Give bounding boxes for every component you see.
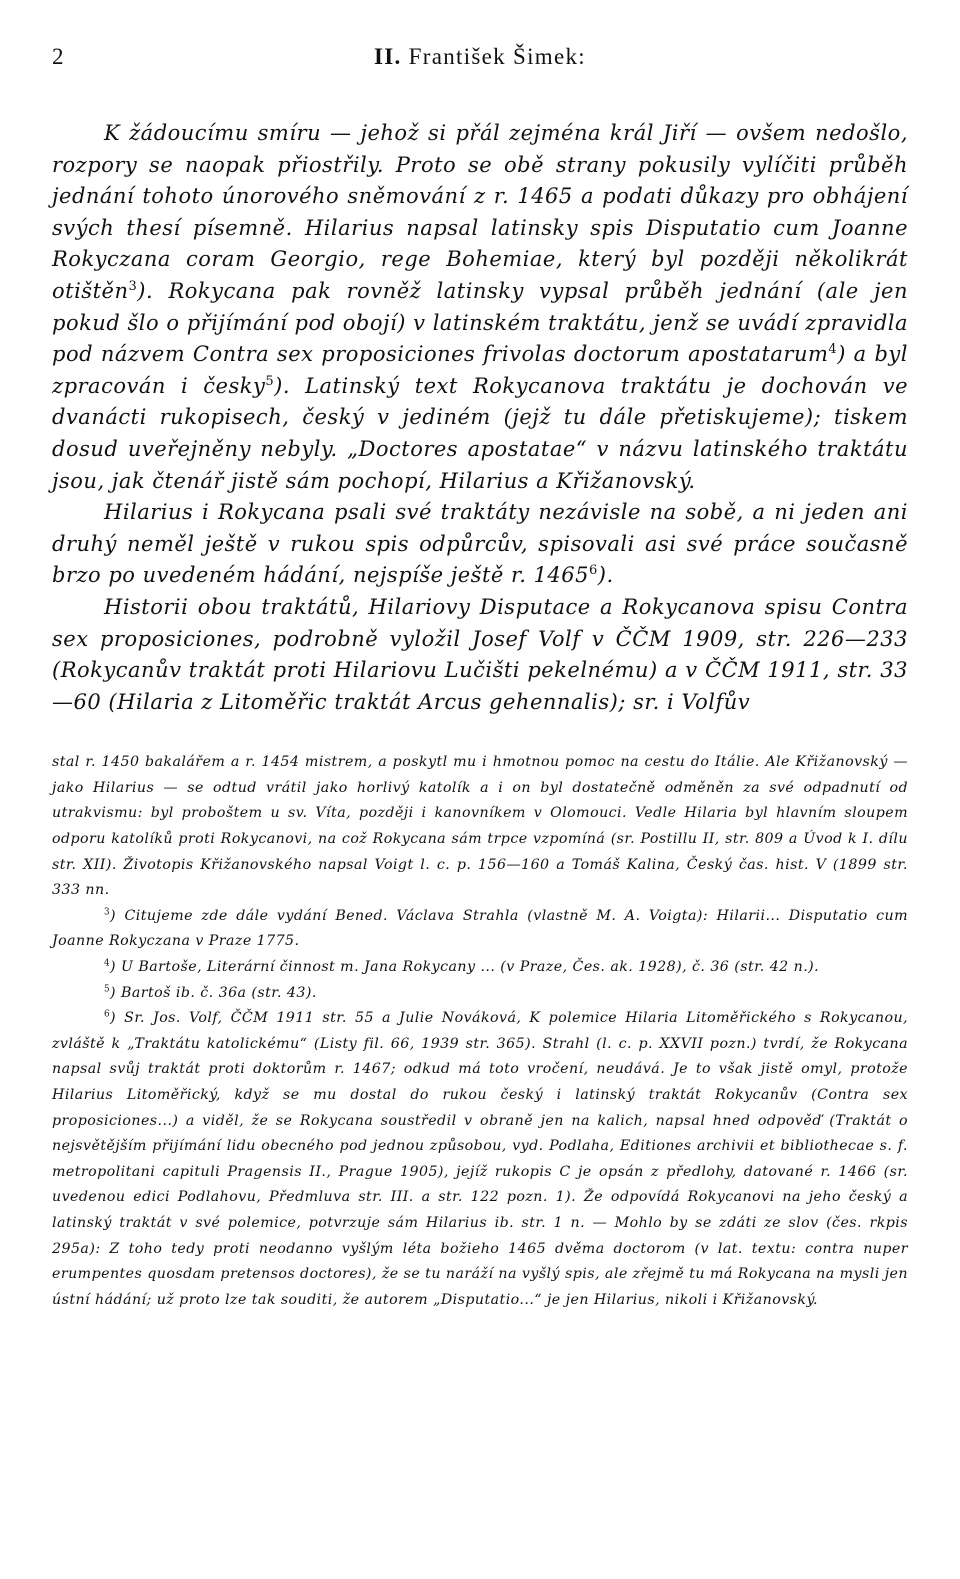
- text-run: ) a byl zpracován i česky: [52, 342, 908, 398]
- paragraph-2: [52, 497, 908, 592]
- text-run: ). Latinský text Rokycanova traktátu je dochován ve dvanácti rukopisech, český v jediném (jejž tu dále přetiskujeme); tiskem dosud uveřejněny nebyly. „Doctores apostatae“ v názvu latinského traktátu jsou, jak čtenář jistě sám pochopí, Hilarius a Křižanovský.: [52, 373, 908, 493]
- footnote-continuation: stal r. 1450 bakalářem a r. 1454 mistrem, a poskytl mu i hmotnou pomoc na cestu do Itálie. Ale Křižanovský — jako Hilarius — se odtud vrátil jako horlivý katolík a i on byl dostatečně odměněn za své odpadnutí od utrakvismu: byl proboštem u sv. Víta, později i kanovníkem v Olomouci. Vedle Hilaria byl hlavním sloupem odporu katolíků proti Rokycanovi, na což Rokycana sám trpce vzpomíná (sr. Postillu II, str. 809 a Úvod k I. dílu str. XII). Životopis Křižanovského napsal Voigt l. c. p. 156—160 a Tomáš Kalina, Český čas. hist. V (1899 str. 333 nn.: [52, 754, 908, 899]
- footnote-ref-4[interactable]: 4: [828, 342, 838, 358]
- footnote-3: [52, 904, 908, 955]
- footnote-ref-5[interactable]: 5: [265, 373, 275, 389]
- chapter-number: II.: [374, 44, 402, 69]
- footnote-text: ) U Bartoše, Literární činnost m. Jana Rokycany ... (v Praze, Čes. ak. 1928), č. 36 (str. 42 n.).: [110, 959, 820, 976]
- footnote-number: 3: [104, 907, 111, 918]
- text-run: ). Rokycana pak rovněž latinsky vypsal průběh jednání (ale jen pokud šlo o přijímání pod obojí) v latinském traktátu, jenž se uvádí zpravidla pod názvem Contra sex proposiciones frivolas doctorum apostatarum: [52, 278, 908, 367]
- text-run: Hilarius i Rokycana psali své traktáty nezávisle na sobě, a ni jeden ani druhý neměl ještě v rukou spis odpůrcův, spisovali asi své práce současně brzo po uvedeném hádání, nejspíše ještě r. 1465: [52, 500, 908, 588]
- author-name: František Šimek:: [408, 44, 586, 69]
- footnote-number: 5: [104, 983, 111, 994]
- footnote-number: 6: [104, 1009, 111, 1020]
- running-title: [52, 44, 908, 70]
- footnote-text: ) Sr. Jos. Volf, ČČM 1911 str. 55 a Julie Nováková, K polemice Hilaria Litoměřického s Rokycanou, zvláště k „Traktátu katolickému“ (Listy fil. 66, 1939 str. 365). Strahl (l. c. p. XXVII pozn.) tvrdí, že Rokycana napsal svůj traktát proti doktorům r. 1467; odkud má toto vročení, neudává. Je to však jistě omyl, protože Hilarius Litoměřický, když se mu dostal do rukou český i latinský traktát Rokycanův (Contra sex proposiciones...) a viděl, že se Rokycana soustředil v obraně jen na kalich, napsal hned odpověď (Traktát o nejsvětějším přijímání lidu obecného pod jednou způsobou, vyd. Podlaha, Editiones archivii et bibliothecae s. f. metropolitani capituli Pragensis II., Prague 1905), jejíž rukopis C je opsán z předlohy, datované r. 1466 (sr. uvedenou edici Podlahovu, Předmluva str. III. a str. 122 pozn. 1). Že odpovídá Rokycanovi na jeho český a latinský traktát v své polemice, potvrzuje sám Hilarius ib. str. 1 n. — Mohlo by se zdáti ze slov (čes. rkpis 295a): Z toho tedy proti neodanno vyšlým léta božieho 1465 dvěma doctorom (v lat. textu: contra nuper erumpentes quosdam pretensos doctores), že se tu naráží na vyšlý spis, ale zřejmě tu má Rokycana na mysli jen ústní hádání; už proto lze tak souditi, že autorem „Disputatio...“ je jen Hilarius, nikoli i Křižanovský.: [52, 1010, 908, 1308]
- footnote-number: 4: [104, 958, 111, 969]
- footnote-text: ) Bartoš ib. č. 36a (str. 43).: [110, 984, 317, 1001]
- footnote-4: [52, 955, 908, 981]
- footnote-ref-6[interactable]: 6: [589, 563, 598, 579]
- footnotes: [52, 750, 908, 1313]
- text-run: ).: [597, 563, 614, 588]
- footnote-text: ) Citujeme zde dále vydání Bened. Václava Strahla (vlastně M. A. Voigta): Hilarii... Disputatio cum Joanne Rokyczana v Praze 1775.: [52, 907, 908, 950]
- page-number: 2: [52, 44, 64, 69]
- paragraph-3: Historii obou traktátů, Hilariovy Disputace a Rokycanova spisu Contra sex proposiciones, podrobně vyložil Josef Volf v ČČM 1909, str. 226—233 (Rokycanův traktát proti Hilariovu Lučišti pekelnému) a v ČČM 1911, str. 33—60 (Hilaria z Litoměřic traktát Arcus gehennalis); sr. i Volfův: [52, 594, 908, 714]
- paragraph-1: [52, 118, 908, 497]
- page-header: [52, 44, 908, 84]
- footnote-6: [52, 1006, 908, 1313]
- text-run: K žádoucímu smíru — jehož si přál zejména král Jiří — ovšem nedošlo, rozpory se naopak přiostřily. Proto se obě strany pokusily vylíčiti průběh jednání tohoto únorového sněmování z r. 1465 a podati důkazy pro obhájení svých thesí písemně. Hilarius napsal latinsky spis Disputatio cum Joanne Rokyczana coram Georgio, rege Bohemiae, který byl později několikrát otištěn: [52, 121, 908, 303]
- main-text: [52, 118, 908, 718]
- footnote-ref-3[interactable]: 3: [128, 278, 138, 294]
- footnote-5: [52, 981, 908, 1007]
